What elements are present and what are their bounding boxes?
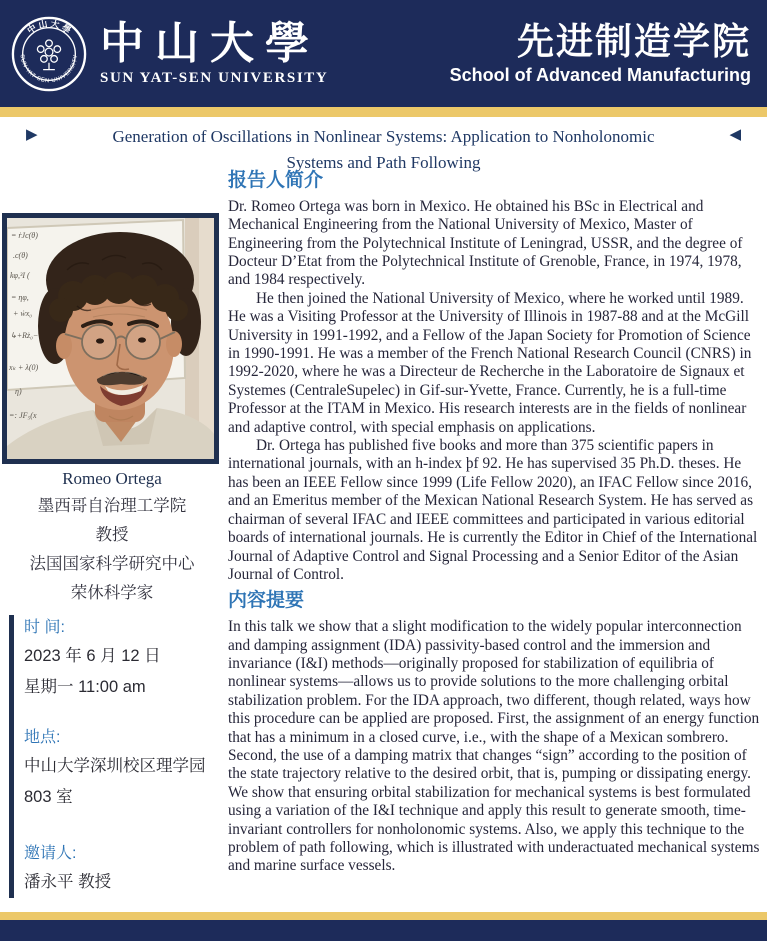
- speaker-affiliation: [0, 492, 224, 608]
- talk-title: [60, 124, 707, 177]
- header-banner: [0, 0, 767, 107]
- svg-text:↳+Rż₀−: ↳+Rż₀−: [10, 331, 39, 340]
- svg-text:=: JF₅(x: =: JF₅(x: [9, 411, 37, 420]
- university-brand: [10, 15, 328, 93]
- gold-divider-top: [0, 107, 767, 117]
- affiliation-line: 法国国家科学研究中心: [29, 555, 195, 573]
- event-details: [9, 615, 224, 898]
- speaker-sidebar: [0, 180, 224, 898]
- university-name-english: SUN YAT-SEN UNIVERSITY: [100, 70, 329, 87]
- time-date: 2023 年 6 月 12 日: [24, 647, 161, 665]
- footer-bar: [0, 920, 767, 941]
- svg-text:中 山 大 學: 中 山 大 學: [25, 18, 73, 36]
- university-name: [100, 20, 328, 87]
- main-content: [228, 170, 763, 876]
- host-label: 邀请人:: [24, 845, 77, 862]
- abstract-heading: 内容提要: [228, 590, 305, 612]
- svg-text:η): η): [15, 387, 22, 396]
- school-name-chinese: 先进制造学院: [517, 21, 751, 63]
- talk-title-line2: Systems and Path Following: [286, 153, 481, 173]
- bio-paragraph: He then joined the National University of Mexico, where he worked until 1989. He was a Visiting Professor at the University of Illinois in 1987-88 and at the McGill University in 1991-1992, and a Fellow of the Japan Society for Promotion of Science in 1990-1991. He was a member of the French National Research Council (CNRS) in 1992-2020, where he was a Directeur de Recherche in the Laboratoire de Signaux et Systemes (CentraleSupelec) in Gif-sur-Yvette, France. Currently, he is a full-time Professor at the ITAM in Mexico. His research interests are in the fields of nonlinear and adaptive control, with special emphasis on applications.: [228, 289, 752, 436]
- school-brand: [450, 21, 753, 86]
- svg-text:= ηφ,: = ηφ,: [11, 293, 29, 302]
- talk-title-line1: Generation of Oscillations in Nonlinear Systems: Application to Nonholonomic: [112, 127, 655, 146]
- svg-text:SUN YAT-SEN UNIVERSITY: SUN YAT-SEN UNIVERSITY: [18, 53, 80, 84]
- abstract-paragraph: In this talk we show that a slight modification to the widely popular interconnection and damping assignment (IDA) passivity-based control and the immersion and invariance (I&I) methods—originally proposed for stabilization of equilibria of nonlinear systems—allows us to provide solutions to the more challenging orbital stabilization problem. For the IDA approach, two different, though related, ways how this procedure can be applied are proposed. First, the assignment of an energy function that has a minimum in a closed curve, i.e., with the shape of a Mexican sombrero. Second, the use of a damping matrix that changes “sign” according to the position of the state trajectory relative to the desired orbit, that is, pumping or dissipating energy. We show that ensuring orbital stabilization for mechanical systems is best formulated using a variation of the I&I technique and apply this result to generate smooth, time-invariant controllers for nonholonomic systems. Also, we apply this technique to the problem of path following, which is illustrated with underactuated mechanical systems and marine surface vessels.: [228, 618, 760, 875]
- gold-divider-bottom: [0, 912, 767, 920]
- speaker-portrait-illustration: [7, 218, 214, 459]
- university-name-chinese: 中山大學: [100, 18, 320, 68]
- affiliation-line: 教授: [95, 526, 129, 544]
- school-name-english: School of Advanced Manufacturing: [449, 64, 751, 85]
- bio-paragraph: Dr. Romeo Ortega was born in Mexico. He obtained his BSc in Electrical and Mechanical Engineering from the National University of Mexico, Master of Engineering from the Polytechnical Institute of Leningrad, USSR, and the degree of Docteur D’Etat from the Polytechnical Institute of Grenoble, France, in 1974, 1978, and 1984 respectively.: [228, 197, 743, 289]
- location-label: 地点:: [24, 729, 61, 746]
- time-hour: 星期一 11:00 am: [24, 678, 146, 696]
- right-triangle-icon: ▶: [26, 127, 38, 143]
- location-room: 803 室: [24, 788, 73, 806]
- speaker-name: Romeo Ortega: [62, 469, 162, 488]
- left-triangle-icon: ◀: [729, 127, 741, 143]
- bio-paragraph: Dr. Ortega has published five books and more than 375 scientific papers in international journals, with an h-index þf 92. He has supervised 35 Ph.D. theses. He has been an IEEE Fellow since 1999 (Life Fellow 2020), an IFAC Fellow since 2016, and an Emeritus member of the Mexican National Research System. He has served as chairman of several IFAC and IEEE committees and participated in various editorial boards of international journals. He is currently the Editor in Chief of the International Journal of Adaptive Control and Signal Processing and a Senior Editor of the Asian Journal of Control.: [228, 437, 758, 583]
- location-campus: 中山大学深圳校区理学园: [24, 757, 206, 775]
- bio-heading: 报告人简介: [228, 170, 324, 191]
- university-seal-icon: [10, 15, 88, 93]
- svg-text:.c(θ): .c(θ): [13, 251, 28, 260]
- speaker-photo: [2, 213, 219, 464]
- svg-text:= ṙJc(θ): = ṙJc(θ): [11, 231, 38, 240]
- affiliation-line: 荣休科学家: [70, 584, 154, 602]
- svg-text:xₖ + λ(0): xₖ + λ(0): [9, 363, 39, 372]
- svg-text:+ ẇx₀: + ẇx₀: [13, 309, 33, 318]
- time-label: 时 间:: [24, 619, 65, 636]
- affiliation-line: 墨西哥自治理工学院: [37, 497, 187, 515]
- svg-text:kφ,³I (: kφ,³I (: [10, 271, 30, 280]
- host-name: 潘永平 教授: [24, 873, 112, 891]
